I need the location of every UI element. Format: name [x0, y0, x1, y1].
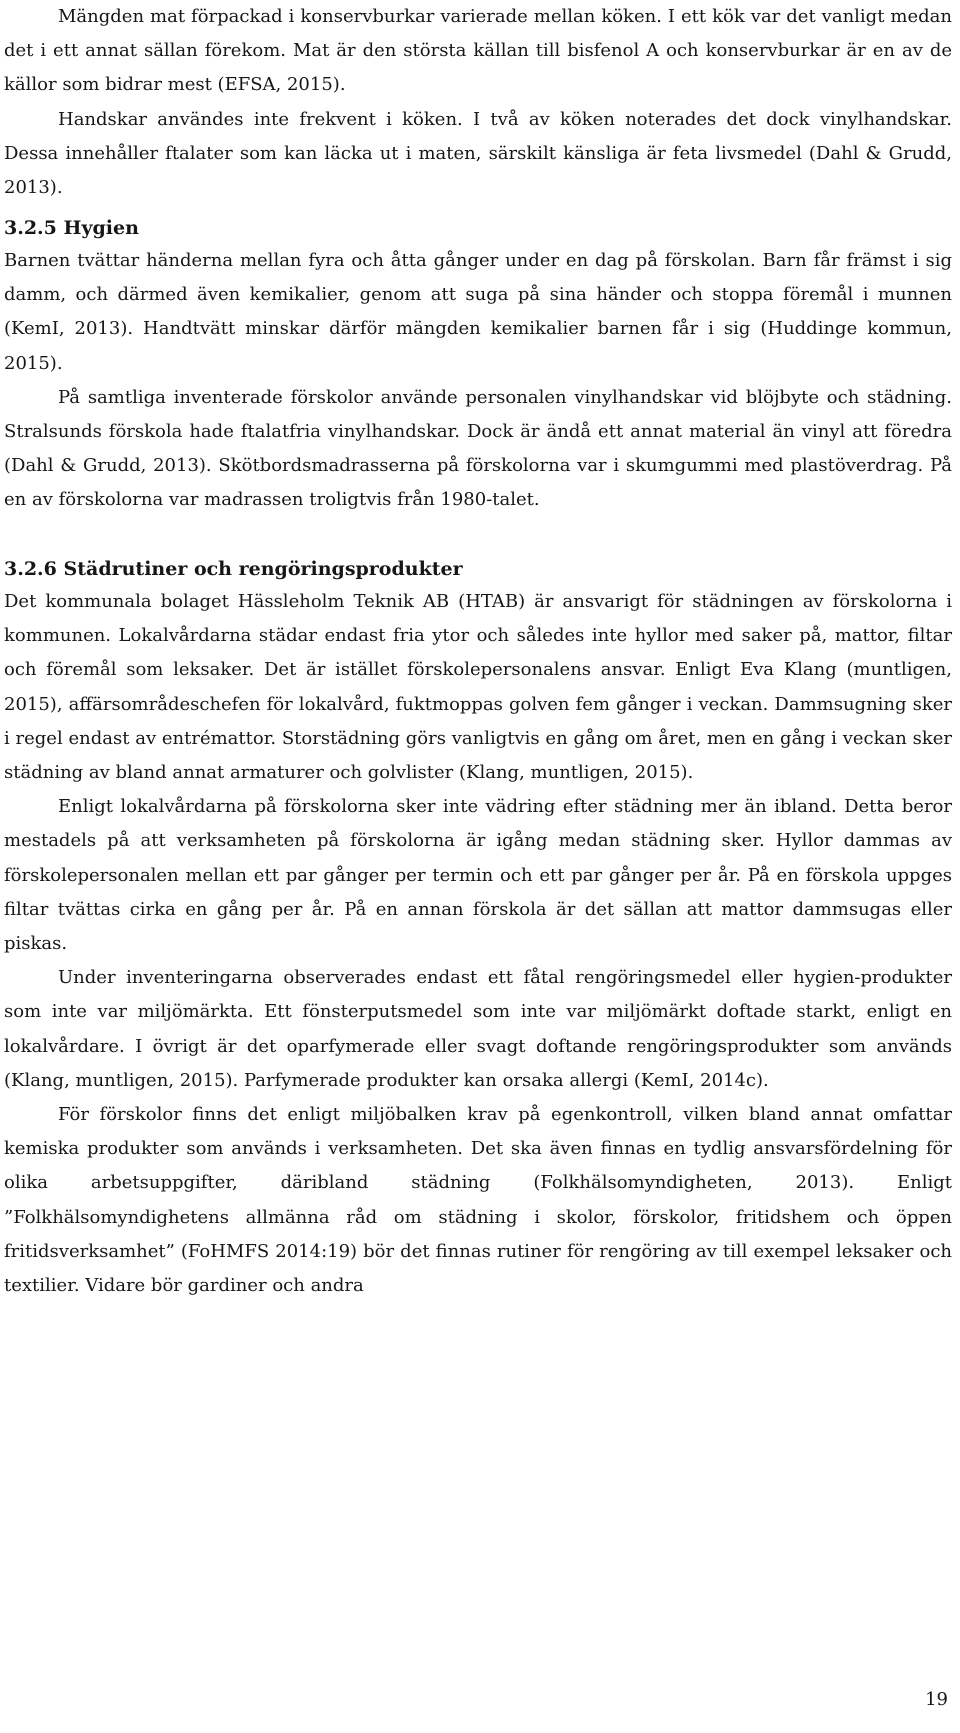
- section-hygien-text: [4, 244, 952, 518]
- paragraph-htab: Det kommunala bolaget Hässleholm Teknik AB (HTAB) är ansvarigt för städningen av förskolorna i kommunen. Lokalvårdarna städar endast fria ytor och således inte hyllor med saker på, mattor, filtar och föremål som leksaker. Det är istället förskolepersonalens ansvar. Enligt Eva Klang (muntligen, 2015), affärsområdeschefen för lokalvård, fuktmoppas golven fem gånger i veckan. Dammsugning sker i regel endast av entrémattor. Storstädning görs vanligtvis en gång om året, men en gång i veckan sker städning av bland annat armaturer och golvlister (Klang, muntligen, 2015).: [4, 591, 952, 784]
- page-number: 19: [925, 1689, 948, 1710]
- section-stadrutiner-text: [4, 585, 952, 1303]
- paragraph-gloves: Handskar användes inte frekvent i köken. I två av köken noterades det dock vinylhandskar. Dessa innehåller ftalater som kan läcka ut i maten, särskilt känsliga är feta livsmedel (Dahl & Grudd, 2013).: [4, 108, 952, 199]
- paragraph-vinyl-gloves: På samtliga inventerade förskolor använde personalen vinylhandskar vid blöjbyte och städning. Stralsunds förskola hade ftalatfria vinylhandskar. Dock är ändå ett annat material än vinyl att föredra (Dahl & Grudd, 2013). Skötbordsmadrasserna på förskolorna var i skumgummi med plastöverdrag. På en av förskolorna var madrassen troligtvis från 1980-talet.: [4, 386, 952, 511]
- paragraph-handwashing: Barnen tvättar händerna mellan fyra och åtta gånger under en dag på förskolan. Barn får främst i sig damm, och därmed även kemikalier, genom att suga på sina händer och stoppa föremål i munnen (KemI, 2013). Handtvätt minskar därför mängden kemikalier barnen får i sig (Huddinge kommun, 2015).: [4, 250, 952, 374]
- paragraph-ventilation: Enligt lokalvårdarna på förskolorna sker inte vädring efter städning mer än ibland. Detta beror mestadels på att verksamheten på förskolorna är igång medan städning sker. Hyllor dammas av förskolepersonalen mellan ett par gånger per termin och ett par gånger per år. På en förskola uppges filtar tvättas cirka en gång per år. På en annan förskola är det sällan att mattor dammsugas eller piskas.: [4, 796, 952, 955]
- heading-hygien: 3.2.5 Hygien: [4, 217, 139, 239]
- paragraph-canned-food: Mängden mat förpackad i konservburkar varierade mellan köken. I ett kök var det vanligt medan det i ett annat sällan förekom. Mat är den största källan till bisfenol A och konservburkar är en av de källor som bidrar mest (EFSA, 2015).: [4, 6, 952, 96]
- intro-text: [4, 0, 952, 205]
- paragraph-cleaning-products: Under inventeringarna observerades endast ett fåtal rengöringsmedel eller hygien-produkter som inte var miljömärkta. Ett fönsterputsmedel som inte var miljömärkt doftade starkt, enligt en lokalvårdare. I övrigt är det oparfymerade eller svagt doftande rengöringsprodukter som används (Klang, muntligen, 2015). Parfymerade produkter kan orsaka allergi (KemI, 2014c).: [4, 967, 952, 1091]
- paragraph-self-control: För förskolor finns det enligt miljöbalken krav på egenkontroll, vilken bland annat omfattar kemiska produkter som används i verksamheten. Det ska även finnas en tydlig ansvarsfördelning för olika arbetsuppgifter, däribland städning (Folkhälsomyndigheten, 2013). Enligt ”Folkhälsomyndighetens allmänna råd om städning i skolor, förskolor, fritidshem och öppen fritidsverksamhet” (FoHMFS 2014:19) bör det finnas rutiner för rengöring av till exempel leksaker och textilier. Vidare bör gardiner och andra: [4, 1104, 952, 1297]
- heading-stadrutiner: 3.2.6 Städrutiner och rengöringsprodukter: [4, 558, 463, 580]
